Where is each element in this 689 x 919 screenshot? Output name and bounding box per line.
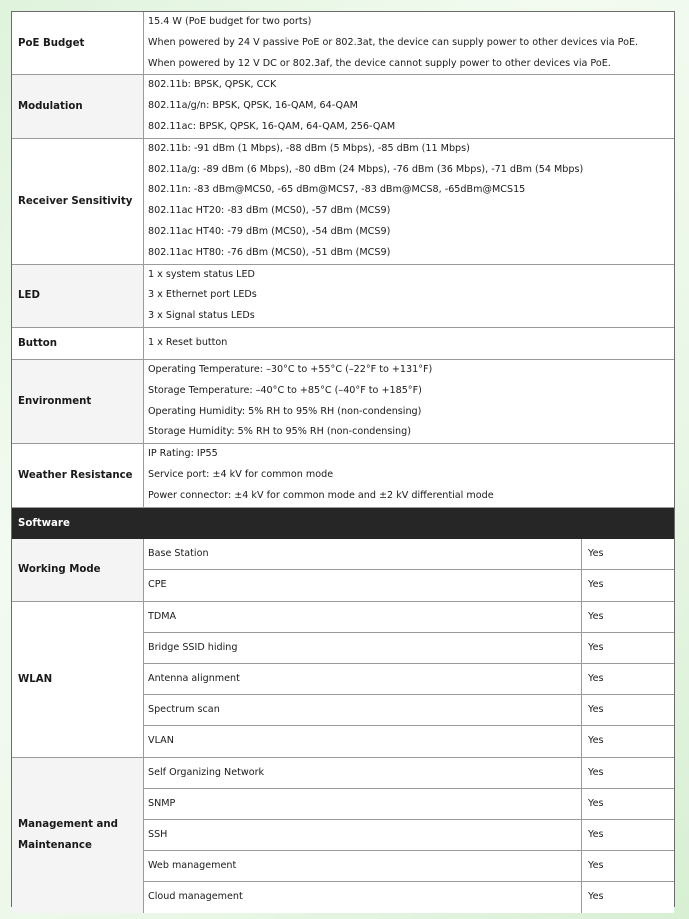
spec-value: 3 x Signal status LEDs [148, 310, 255, 322]
software-group-label: Working Mode [12, 539, 144, 601]
spec-value: Operating Humidity: 5% RH to 95% RH (non-condensing) [148, 405, 422, 417]
spec-value: Power connector: ±4 kV for common mode and ±2 kV differential mode [148, 489, 494, 501]
feature-support: Yes [588, 859, 604, 871]
spec-label: PoE Budget [12, 12, 144, 74]
feature-name: VLAN [144, 726, 582, 757]
spec-row-receiver-sensitivity [12, 139, 674, 265]
feature-support: Yes [588, 703, 604, 715]
feature-name: Antenna alignment [144, 664, 582, 694]
feature-support: Yes [588, 734, 604, 746]
feature-name: Bridge SSID hiding [144, 633, 582, 663]
feature-support: Yes [588, 797, 604, 809]
spec-row-modulation [12, 75, 674, 138]
software-group-wlan [12, 602, 674, 758]
spec-value: 802.11n: -83 dBm@MCS0, -65 dBm@MCS7, -83 dBm@MCS8, -65dBm@MCS15 [148, 184, 526, 196]
feature-row [144, 664, 674, 695]
feature-name: SNMP [144, 789, 582, 819]
feature-row [144, 539, 674, 570]
feature-support: Yes [588, 610, 604, 622]
feature-row [144, 758, 674, 789]
spec-value: 1 x system status LED [148, 268, 255, 280]
feature-row [144, 695, 674, 726]
spec-value: 802.11b: -91 dBm (1 Mbps), -88 dBm (5 Mbps), -85 dBm (11 Mbps) [148, 142, 470, 154]
feature-row [144, 726, 674, 757]
feature-row [144, 820, 674, 851]
software-group-label: Management and Maintenance [12, 758, 144, 913]
spec-value: When powered by 24 V passive PoE or 802.3at, the device can supply power to other devices via PoE. [148, 36, 639, 48]
spec-sheet [11, 11, 675, 907]
spec-row-led [12, 265, 674, 328]
feature-support: Yes [588, 828, 604, 840]
feature-name: Web management [144, 851, 582, 881]
spec-value: 802.11ac: BPSK, QPSK, 16-QAM, 64-QAM, 256-QAM [148, 120, 396, 132]
spec-value: IP Rating: IP55 [148, 448, 218, 460]
feature-row [144, 602, 674, 633]
spec-row-weather-resistance [12, 444, 674, 507]
spec-value: Storage Humidity: 5% RH to 95% RH (non-condensing) [148, 426, 411, 438]
feature-support: Yes [588, 578, 604, 590]
spec-label: Button [12, 328, 144, 359]
spec-value: Service port: ±4 kV for common mode [148, 468, 334, 480]
spec-value: 1 x Reset button [148, 337, 228, 349]
spec-row-environment [12, 360, 674, 444]
spec-label: Environment [12, 360, 144, 443]
spec-value: 802.11ac HT80: -76 dBm (MCS0), -51 dBm (MCS9) [148, 246, 391, 258]
feature-support: Yes [588, 641, 604, 653]
spec-label: Modulation [12, 75, 144, 137]
spec-value: 802.11ac HT20: -83 dBm (MCS0), -57 dBm (MCS9) [148, 205, 391, 217]
spec-value: Operating Temperature: –30°C to +55°C (–22°F to +131°F) [148, 363, 433, 375]
feature-name: Self Organizing Network [144, 758, 582, 788]
feature-row [144, 882, 674, 913]
spec-value: 802.11b: BPSK, QPSK, CCK [148, 79, 277, 91]
spec-row-poe-budget [12, 12, 674, 75]
spec-value: 802.11a/g: -89 dBm (6 Mbps), -80 dBm (24 Mbps), -76 dBm (36 Mbps), -71 dBm (54 Mbps) [148, 163, 584, 175]
feature-support: Yes [588, 766, 604, 778]
section-header-software: Software [12, 508, 674, 539]
spec-label: LED [12, 265, 144, 327]
feature-name: Base Station [144, 539, 582, 569]
feature-support: Yes [588, 890, 604, 902]
feature-name: Cloud management [144, 882, 582, 913]
software-group-working-mode [12, 539, 674, 602]
feature-support: Yes [588, 547, 604, 559]
spec-value: Storage Temperature: –40°C to +85°C (–40°F to +185°F) [148, 384, 422, 396]
feature-name: SSH [144, 820, 582, 850]
spec-row-button [12, 328, 674, 360]
feature-row [144, 633, 674, 664]
feature-row [144, 851, 674, 882]
feature-name: CPE [144, 570, 582, 601]
feature-name: Spectrum scan [144, 695, 582, 725]
spec-label: Receiver Sensitivity [12, 139, 144, 264]
spec-value: 802.11ac HT40: -79 dBm (MCS0), -54 dBm (MCS9) [148, 225, 391, 237]
spec-value: When powered by 12 V DC or 802.3af, the device cannot supply power to other devices via PoE. [148, 57, 611, 69]
spec-value: 15.4 W (PoE budget for two ports) [148, 16, 312, 27]
feature-support: Yes [588, 672, 604, 684]
spec-value: 3 x Ethernet port LEDs [148, 289, 257, 301]
feature-row [144, 789, 674, 820]
spec-label: Weather Resistance [12, 444, 144, 506]
software-group-label: WLAN [12, 602, 144, 757]
feature-row [144, 570, 674, 601]
spec-value: 802.11a/g/n: BPSK, QPSK, 16-QAM, 64-QAM [148, 100, 358, 112]
software-group-management [12, 758, 674, 913]
feature-name: TDMA [144, 602, 582, 632]
